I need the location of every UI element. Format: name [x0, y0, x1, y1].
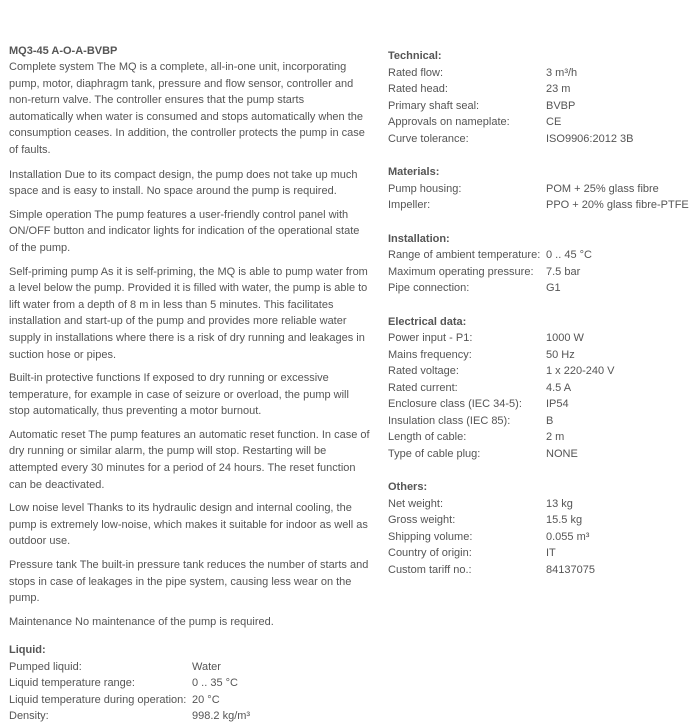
spec-row [9, 675, 250, 692]
spec-label: Impeller: [388, 199, 431, 211]
spec-label: Gross weight: [388, 514, 456, 526]
description-column [9, 44, 371, 725]
spec-row [388, 446, 615, 463]
spec-value: 4.5 A [546, 381, 572, 394]
spec-row [388, 81, 633, 98]
section-title-materials: Materials: [388, 166, 440, 178]
paragraph-protective-functions: Built-in protective functions If exposed to dry running or excessive temperature, for example in case of seizure or overload, the pump will stop automatically, thus preventing a motor burnout. [9, 372, 349, 418]
electrical-section [388, 314, 700, 463]
others-table [388, 496, 595, 579]
liquid-section [9, 642, 371, 725]
spec-row [388, 264, 592, 281]
spec-row [388, 529, 595, 546]
section-title-installation: Installation: [388, 232, 450, 245]
spec-label: Rated current: [388, 381, 458, 394]
spec-row [388, 363, 615, 380]
spec-label: Rated flow: [388, 66, 444, 79]
product-title: MQ3-45 A-O-A-BVBP [9, 45, 118, 57]
spec-label: Pumped liquid: [9, 660, 82, 673]
spec-value: 84137075 [546, 563, 595, 576]
paragraph-self-priming: Self-priming pump As it is self-priming, the MQ is able to pump water from a level below the pump. Provided it is filled with water, the pump is able to lift water from a depth of 8 m in less than 5 minutes. This facilitates installation and start-up of the pump and provides more reliable water supply in installations where there is a risk of dry running and leakages in suction hose or pipes. [9, 265, 368, 361]
spec-label: Country of origin: [388, 547, 472, 559]
materials-table [388, 181, 689, 214]
spec-row [388, 114, 633, 131]
section-title-others: Others: [388, 481, 428, 493]
spec-row [388, 512, 595, 529]
spec-label: Maximum operating pressure: [388, 265, 534, 278]
spec-row [9, 659, 250, 676]
spec-value: ISO9906:2012 3B [546, 132, 634, 145]
spec-row [388, 98, 633, 115]
spec-value: 7.5 bar [546, 265, 581, 278]
spec-value: 13 kg [546, 497, 573, 510]
spec-label: Custom tariff no.: [388, 563, 472, 576]
others-section [388, 479, 700, 578]
spec-value: 50 Hz [546, 348, 575, 361]
spec-value: 0 .. 35 °C [192, 677, 238, 690]
spec-value: 998.2 kg/m³ [192, 710, 251, 723]
spec-value: B [546, 414, 554, 427]
section-title-technical: Technical: [388, 50, 442, 62]
spec-label: Insulation class (IEC 85): [388, 414, 511, 427]
spec-value: IT [546, 547, 556, 559]
spec-value: 0.055 m³ [546, 530, 590, 543]
paragraph-installation: Installation Due to its compact design, the pump does not take up much space and is easy to install. No space around the pump is required. [9, 168, 358, 198]
spec-label: Curve tolerance: [388, 132, 469, 145]
spec-value: Water [192, 660, 221, 673]
spec-value: 20 °C [192, 693, 220, 706]
spec-row [388, 429, 615, 446]
spec-row [9, 692, 250, 709]
spec-row [388, 413, 615, 430]
technical-table [388, 65, 633, 148]
spec-label: Rated voltage: [388, 365, 459, 377]
spec-label: Liquid temperature range: [9, 677, 135, 690]
spec-row [388, 280, 592, 297]
spec-value: BVBP [546, 99, 576, 112]
spec-row [388, 347, 615, 364]
installation-table [388, 247, 592, 297]
section-title-electrical: Electrical data: [388, 315, 467, 328]
installation-section [388, 231, 700, 297]
spec-label: Mains frequency: [388, 348, 472, 361]
specs-column [388, 48, 700, 595]
materials-section [388, 164, 700, 214]
paragraph-pressure-tank: Pressure tank The built-in pressure tank reduces the number of starts and stops in case of leakages in the pipe system, causing less wear on the pump. [9, 559, 369, 605]
spec-label: Length of cable: [388, 431, 467, 443]
spec-row [388, 380, 615, 397]
spec-label: Density: [9, 710, 49, 723]
spec-label: Power input - P1: [388, 332, 473, 344]
liquid-table [9, 659, 250, 725]
spec-label: Approvals on nameplate: [388, 116, 510, 128]
spec-row [388, 181, 689, 198]
paragraph-complete-system: Complete system The MQ is a complete, all-in-one unit, incorporating pump, motor, diaphragm tank, pressure and flow sensor, controller and non-return valve. The controller ensures that the pump starts automatically when water is consumed and stops automatically when the consumption ceases. In addition, the controller protects the pump in case of faults. [9, 61, 365, 156]
paragraph-automatic-reset: Automatic reset The pump features an automatic reset function. In case of dry running or similar alarm, the pump will stop. Restarting will be attempted every 30 minutes for a period of 24 hours. The reset function can be deactivated. [9, 428, 370, 491]
spec-value: 1000 W [546, 332, 584, 344]
spec-label: Liquid temperature during operation: [9, 693, 187, 706]
spec-row [388, 396, 615, 413]
spec-value: CE [546, 116, 562, 128]
section-title-liquid: Liquid: [9, 644, 46, 657]
spec-value: G1 [546, 282, 561, 294]
spec-value: 2 m [546, 431, 565, 443]
spec-row [388, 496, 595, 513]
spec-row [388, 131, 633, 148]
spec-value: NONE [546, 447, 578, 460]
spec-label: Type of cable plug: [388, 447, 481, 460]
paragraph-simple-operation: Simple operation The pump features a user-friendly control panel with ON/OFF button and indicator lights for indication of the operational state of the pump. [9, 208, 360, 254]
spec-label: Rated head: [388, 83, 448, 95]
spec-label: Shipping volume: [388, 530, 473, 543]
spec-value: 15.5 kg [546, 514, 583, 526]
spec-label: Enclosure class (IEC 34-5): [388, 398, 522, 410]
spec-value: 23 m [546, 83, 571, 95]
paragraph-maintenance: Maintenance No maintenance of the pump is required. [9, 615, 274, 628]
spec-value: IP54 [546, 398, 569, 410]
electrical-table [388, 330, 615, 462]
spec-row [9, 708, 250, 725]
technical-section [388, 48, 700, 147]
spec-label: Range of ambient temperature: [388, 249, 541, 261]
spec-row [388, 545, 595, 562]
spec-value: 1 x 220-240 V [546, 365, 615, 377]
spec-row [388, 330, 615, 347]
spec-label: Net weight: [388, 497, 444, 510]
spec-row [388, 197, 689, 214]
paragraph-low-noise: Low noise level Thanks to its hydraulic design and internal cooling, the pump is extremely low-noise, which makes it suitable for indoor as well as outdoor use. [9, 502, 368, 548]
spec-label: Pump housing: [388, 182, 462, 195]
spec-label: Primary shaft seal: [388, 99, 480, 112]
spec-row [388, 247, 592, 264]
spec-row [388, 562, 595, 579]
spec-value: 0 .. 45 °C [546, 249, 592, 261]
spec-label: Pipe connection: [388, 282, 470, 294]
spec-value: POM + 25% glass fibre [546, 182, 659, 195]
spec-value: 3 m³/h [546, 66, 578, 79]
spec-row [388, 65, 633, 82]
spec-value: PPO + 20% glass fibre-PTFE [546, 199, 689, 211]
